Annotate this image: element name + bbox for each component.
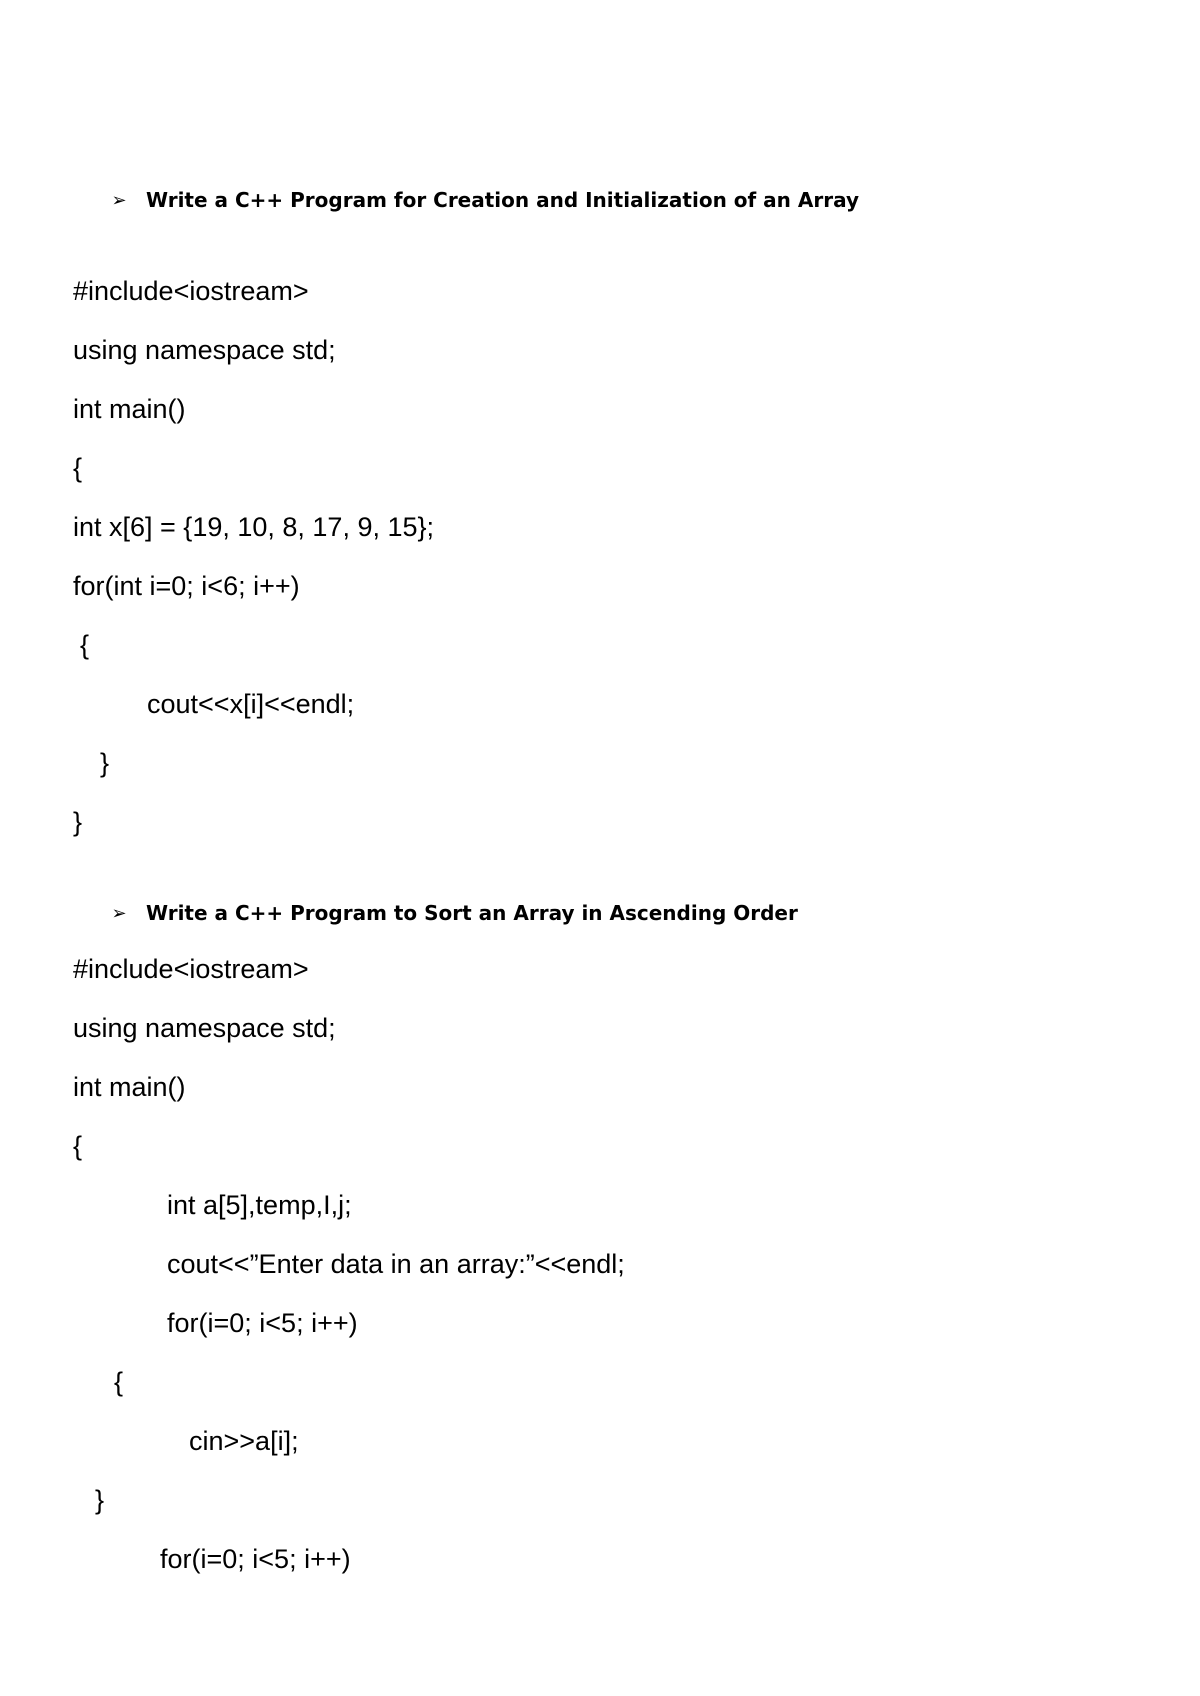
code-line: cout<<”Enter data in an array:”<<endl; [167, 1249, 625, 1279]
code-line: int x[6] = {19, 10, 8, 17, 9, 15}; [73, 512, 435, 542]
code-line: cin>>a[i]; [189, 1426, 299, 1456]
code-line: { [114, 1367, 124, 1397]
section-heading-2 [110, 898, 798, 928]
code-line: using namespace std; [73, 1013, 336, 1043]
code-line: int a[5],temp,I,j; [167, 1190, 352, 1220]
section-heading-1 [110, 185, 859, 215]
code-line: } [100, 748, 110, 778]
code-line: for(i=0; i<5; i++) [160, 1544, 351, 1574]
heading-text: Write a C++ Program for Creation and Initialization of an Array [146, 188, 859, 212]
code-line: cout<<x[i]<<endl; [147, 689, 355, 719]
code-line: } [73, 807, 83, 837]
code-line: { [73, 1131, 83, 1161]
code-line: int main() [73, 394, 186, 424]
arrow-bullet-icon: ➢ [111, 189, 127, 211]
code-line: #include<iostream> [73, 954, 309, 984]
code-line: using namespace std; [73, 335, 336, 365]
code-line: int main() [73, 1072, 186, 1102]
arrow-bullet-icon: ➢ [111, 902, 127, 924]
code-line: } [95, 1485, 105, 1515]
code-line: for(i=0; i<5; i++) [167, 1308, 358, 1338]
code-line: for(int i=0; i<6; i++) [73, 571, 300, 601]
code-line: #include<iostream> [73, 276, 309, 306]
code-line: { [80, 630, 90, 660]
code-line: { [73, 453, 83, 483]
heading-text: Write a C++ Program to Sort an Array in Ascending Order [146, 901, 798, 925]
